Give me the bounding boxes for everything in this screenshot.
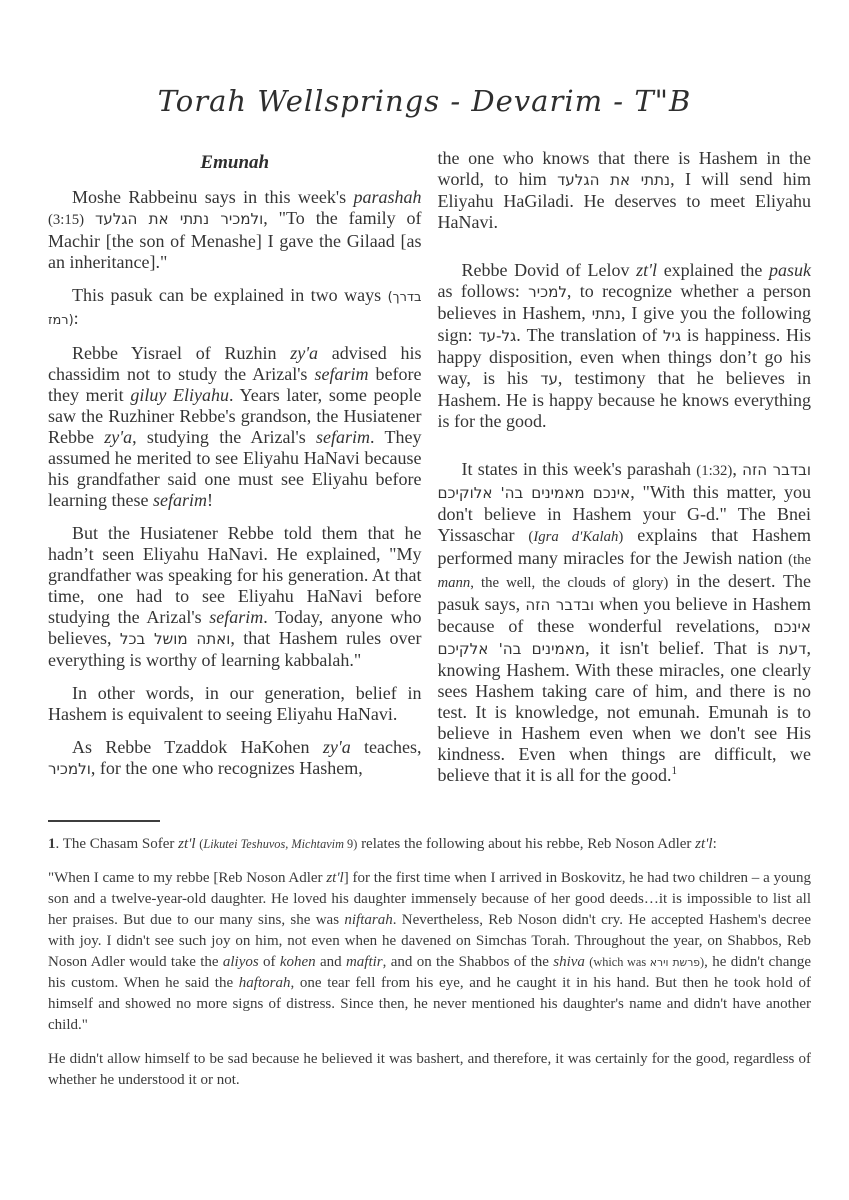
text-segment: of bbox=[258, 954, 280, 970]
text-segment: zt'l bbox=[326, 870, 344, 886]
text-segment bbox=[84, 208, 95, 228]
text-segment: Rebbe Yisrael of Ruzhin bbox=[72, 343, 291, 363]
text-segment: relates the following about his rebbe, Reb Noson Adler bbox=[357, 836, 696, 852]
text-segment: zy'a bbox=[322, 737, 351, 757]
section-heading-emunah: Emunah bbox=[200, 152, 270, 173]
hebrew-text: ולמכיר bbox=[48, 760, 91, 778]
text-segment: ( bbox=[528, 529, 534, 545]
text-segment: , testimony that he believes in Hashem. He is happy because he knows everything is for the good. bbox=[437, 368, 811, 431]
text-segment: zy'a bbox=[290, 343, 319, 363]
text-segment: and bbox=[315, 954, 346, 970]
text-segment: , I will send him Eliyahu HaGiladi. He deserves to meet Eliyahu HaNavi. bbox=[437, 169, 811, 232]
text-segment: zt'l bbox=[695, 836, 713, 852]
text-segment: It states in this week's parashah bbox=[461, 459, 697, 479]
text-segment: , it isn't belief. That is bbox=[585, 638, 779, 658]
hebrew-text: דעת bbox=[778, 640, 807, 658]
text-segment: mann bbox=[437, 575, 471, 591]
text-segment: . They assumed he merited to see Eliyahu HaNavi because his grandfather said one must see Eliyahu before learning these bbox=[48, 427, 422, 510]
text-segment: Moshe Rabbeinu says in this week's bbox=[72, 187, 354, 207]
text-segment: pasuk bbox=[769, 260, 811, 280]
footnote-paragraph bbox=[48, 1049, 811, 1091]
footnote-paragraph bbox=[48, 868, 811, 1036]
text-segment: haftorah bbox=[238, 975, 291, 991]
body-paragraph bbox=[48, 343, 422, 511]
text-segment: (which was bbox=[589, 955, 650, 969]
text-segment: ! bbox=[206, 490, 213, 510]
text-segment: ) bbox=[700, 955, 705, 969]
hebrew-text: נתתי bbox=[591, 305, 621, 323]
text-segment: sefarim bbox=[152, 490, 207, 510]
text-segment: In other words, in our generation, belief in Hashem is equivalent to seeing Eliyahu HaNavi. bbox=[48, 683, 422, 724]
body-paragraph bbox=[438, 148, 812, 233]
text-segment: 1 bbox=[671, 765, 678, 777]
right-column bbox=[438, 148, 812, 798]
text-segment: niftarah bbox=[344, 912, 393, 928]
text-segment: . Today, anyone who believes, bbox=[48, 607, 422, 648]
text-segment: , studying the Arizal's bbox=[132, 427, 317, 447]
text-segment: zt'l bbox=[636, 260, 658, 280]
text-segment: Igra d'Kalah bbox=[533, 529, 619, 545]
text-segment: 9) bbox=[343, 837, 358, 851]
text-segment: teaches, bbox=[350, 737, 422, 757]
text-segment: is happiness. His happy disposition, even when things don’t go his way, is his bbox=[437, 325, 811, 388]
text-segment: , "With this matter, you don't believe in Hashem your G-d." The Bnei Yissaschar bbox=[437, 482, 811, 545]
left-column-paragraphs bbox=[48, 187, 422, 780]
text-segment: . The translation of bbox=[516, 325, 663, 345]
text-segment: , knowing Hashem. With these miracles, one clearly sees Hashem taking care of him, and there is no test. It is knowledge, not emunah. Emunah is to believe in Hashem even when we don't see His kindness. Even when things are difficult, we believe that it is all for the good. bbox=[437, 638, 811, 785]
text-segment: sefarim bbox=[316, 427, 371, 447]
hebrew-text: גל-עד bbox=[478, 327, 517, 345]
hebrew-text: ולמכיר נתתי את הגלעד bbox=[94, 210, 264, 228]
text-segment: (1:32) bbox=[696, 463, 733, 479]
text-segment: maftir bbox=[345, 954, 383, 970]
right-column-paragraphs bbox=[438, 148, 812, 786]
text-segment: , that Hashem rules over everything is worthy of learning kabbalah." bbox=[48, 628, 422, 670]
left-column bbox=[48, 148, 422, 798]
text-segment: , and on the Shabbos of the bbox=[382, 954, 554, 970]
body-paragraph bbox=[438, 459, 812, 786]
text-segment: , "To the family of Machir [the son of Menashe] I gave the Gilaad [as an inheritance]." bbox=[48, 208, 422, 272]
text-segment: : bbox=[73, 308, 79, 328]
text-segment: explains that Hashem performed many miracles for the Jewish nation bbox=[437, 525, 811, 568]
text-segment: As Rebbe Tzaddok HaKohen bbox=[72, 737, 323, 757]
hebrew-text: ואתה מושל בכל bbox=[119, 630, 231, 648]
hebrew-text: נתתי את הגלעד bbox=[557, 171, 671, 189]
footnote-separator bbox=[48, 820, 160, 822]
text-segment: giluy Eliyahu bbox=[130, 385, 230, 405]
text-segment: ] for the first time when I arrived in Boskovitz, he had two children – a young son and a twelve-year-old daughter. He loved his daughter immensely because of her good deeds…it is impossible to list all her praises. But due to our many sins, she was bbox=[48, 870, 811, 928]
body-paragraph bbox=[48, 523, 422, 671]
text-segment: sefarim bbox=[314, 364, 369, 384]
text-segment: the one who knows that there is Hashem in the world, to him bbox=[437, 148, 811, 189]
text-segment: , for the one who recognizes Hashem, bbox=[90, 758, 363, 778]
two-column-body bbox=[48, 148, 811, 798]
footnote-section bbox=[48, 834, 811, 1091]
text-segment: aliyos bbox=[222, 954, 259, 970]
text-segment: shiva bbox=[553, 954, 585, 970]
text-segment: (the bbox=[788, 552, 811, 568]
text-segment: 1 bbox=[48, 836, 56, 852]
text-segment: . Nevertheless, Reb Noson didn't cry. He accepted Hashem's decree with joy. I didn't see such joy on him, not even when he davened on Simchas Torah. Throughout the year, on Shabbos, Reb Noson Adler would take the bbox=[48, 912, 811, 970]
text-segment: , I give you the following sign: bbox=[437, 303, 811, 345]
text-segment: He didn't allow himself to be sad because he believed it was bashert, and therefore, it was certainly for the good, regardless of whether he understood it or not. bbox=[48, 1051, 811, 1088]
hebrew-text: גיל bbox=[662, 327, 682, 345]
hebrew-text: עד bbox=[540, 370, 558, 388]
hebrew-text: אינכם מאמינים בה' אלקיכם bbox=[437, 618, 811, 658]
body-paragraph bbox=[48, 187, 422, 273]
text-segment: : bbox=[712, 836, 717, 852]
text-segment: This pasuk can be explained in two ways bbox=[72, 285, 388, 305]
text-segment: advised his chassidim not to study the Arizal's bbox=[48, 343, 422, 384]
hebrew-text: למכיר bbox=[528, 283, 567, 301]
text-segment: zt'l bbox=[178, 836, 196, 852]
hebrew-text: פרשת וירא bbox=[649, 956, 701, 969]
body-paragraph bbox=[48, 683, 422, 725]
hebrew-text: ובדבר הזה אינכם מאמינים בה' אלוקיכם bbox=[437, 461, 811, 502]
body-paragraph bbox=[438, 260, 812, 432]
text-segment: before they merit bbox=[48, 364, 422, 405]
text-segment: But the Husiatener Rebbe told them that he hadn’t seen Eliyahu HaNavi. He explained, "My grandfather was speaking for his generation. At that time, one had to see Eliyahu HaNavi before studying the Arizal's bbox=[48, 523, 422, 627]
text-segment: , to recognize whether a person believes in Hashem, bbox=[437, 281, 811, 323]
text-segment: , the well, the clouds of glory) bbox=[470, 575, 669, 591]
text-segment: . Years later, some people saw the Ruzhiner Rebbe's grandson, the Husiatener Rebbe bbox=[48, 385, 422, 447]
text-segment: explained the bbox=[657, 260, 769, 280]
text-segment: kohen bbox=[279, 954, 316, 970]
text-segment: parashah bbox=[353, 187, 422, 207]
text-segment: as follows: bbox=[437, 281, 529, 301]
text-segment: Likutei Teshuvos, Michtavim bbox=[203, 837, 344, 851]
text-segment: "When I came to my rebbe [Reb Noson Adler bbox=[48, 870, 327, 886]
text-segment: , one tear fell from his eye, and he caught it in his hand. But then he took hold of himself and showed no more signs of distress. Since then, he never mentioned his daughter's name and didn't have another child." bbox=[48, 975, 811, 1033]
body-paragraph bbox=[48, 285, 422, 331]
text-segment: zy'a bbox=[104, 427, 133, 447]
text-segment: . The Chasam Sofer bbox=[55, 836, 179, 852]
text-segment: sefarim bbox=[209, 607, 264, 627]
text-segment: ( bbox=[199, 837, 204, 851]
body-paragraph bbox=[48, 737, 422, 780]
hebrew-text: (בדרך רמז) bbox=[48, 290, 422, 328]
footnote-paragraph bbox=[48, 834, 811, 855]
text-segment: in the desert. The pasuk says, bbox=[437, 571, 811, 614]
hebrew-text: ובדבר הזה bbox=[525, 596, 595, 614]
text-segment: (3:15) bbox=[48, 212, 85, 228]
text-segment: , he didn't change his custom. When he said the bbox=[48, 954, 812, 991]
text-segment: , bbox=[732, 459, 743, 479]
text-segment: when you believe in Hashem because of these wonderful revelations, bbox=[437, 594, 812, 636]
text-segment: ) bbox=[618, 529, 624, 545]
page-title: Torah Wellsprings - Devarim - T"B bbox=[157, 84, 692, 118]
text-segment: Rebbe Dovid of Lelov bbox=[461, 260, 637, 280]
